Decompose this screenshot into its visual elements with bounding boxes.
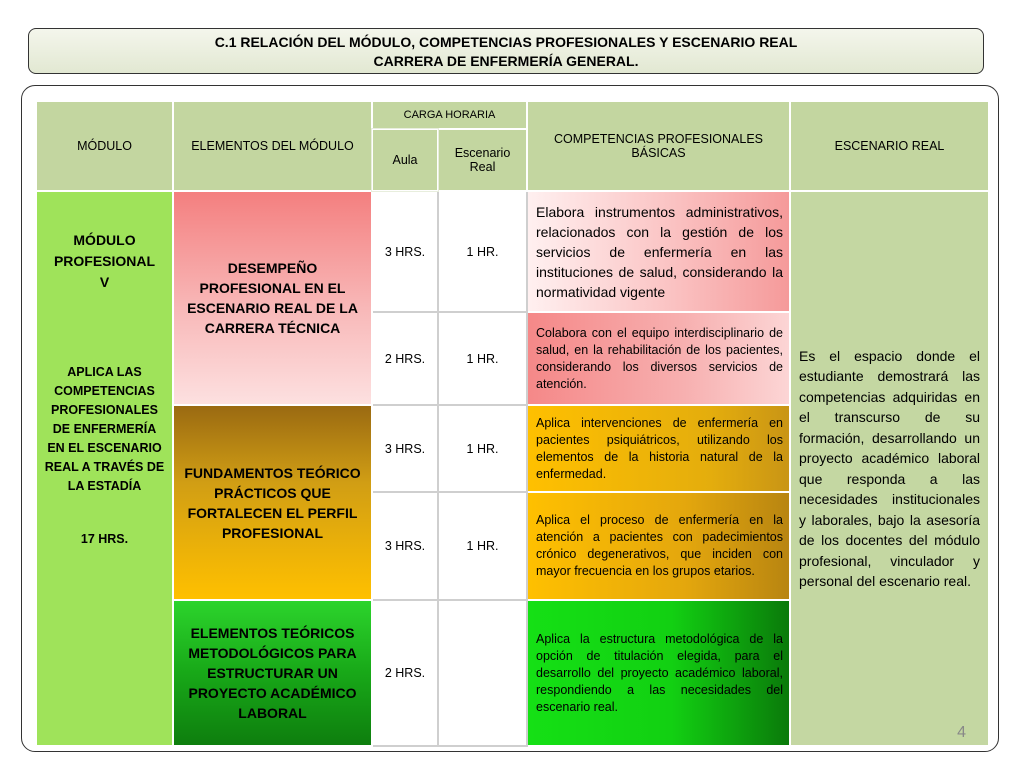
header-modulo: MÓDULO (36, 101, 173, 191)
elemento-metodologicos: ELEMENTOS TEÓRICOS METODOLÓGICOS PARA ESTRUCTURAR UN PROYECTO ACADÉMICO LABORAL (173, 600, 372, 746)
competencia-5: Aplica la estructura metodológica de la opción de titulación elegida, para el desarrollo del proyecto académico laboral, respondiendo a las necesidades del escenario real. (527, 600, 790, 746)
slide-title (28, 28, 984, 74)
header-carga-horaria: CARGA HORARIA (372, 101, 527, 129)
competencia-3: Aplica intervenciones de enfermería en pacientes psiquiátricos, utilizando los elementos de la historia natural de la enfermedad. (527, 405, 790, 492)
modulo-hours: 17 HRS. (80, 532, 129, 546)
header-aula: Aula (372, 129, 438, 191)
row5-real (438, 600, 527, 746)
header-competencias (527, 101, 790, 191)
row5-aula: 2 HRS. (372, 600, 438, 746)
slide-title-line1: C.1 RELACIÓN DEL MÓDULO, COMPETENCIAS PROFESIONALES Y ESCENARIO REAL (214, 34, 798, 50)
slide-title-line2: CARRERA DE ENFERMERÍA GENERAL. (373, 53, 639, 69)
modulo-description: APLICA LAS COMPETENCIAS PROFESIONALES DE ENFERMERÍA EN EL ESCENARIO REAL A TRAVÉS DE LA ESTADÍA (44, 365, 165, 493)
row3-aula: 3 HRS. (372, 405, 438, 492)
modulo-name (43, 230, 166, 293)
row4-aula: 3 HRS. (372, 492, 438, 600)
elemento-fundamentos: FUNDAMENTOS TEÓRICO PRÁCTICOS QUE FORTALECEN EL PERFIL PROFESIONAL (173, 405, 372, 600)
header-elementos: ELEMENTOS DEL MÓDULO (173, 101, 372, 191)
header-competencias-line2: BÁSICAS (631, 146, 686, 160)
header-escenario-subcol (438, 129, 527, 191)
row4-real: 1 HR. (438, 492, 527, 600)
modulo-name-line3: V (99, 274, 110, 290)
competencia-4: Aplica el proceso de enfermería en la atención a pacientes con padecimientos crónico degenerativos, que inciden con mayor frecuencia en los grupos etarios. (527, 492, 790, 600)
modulo-cell (36, 191, 173, 746)
page-number: 4 (957, 724, 966, 741)
row2-aula: 2 HRS. (372, 312, 438, 405)
header-competencias-line1: COMPETENCIAS PROFESIONALES (553, 132, 764, 146)
relation-table (35, 100, 990, 747)
modulo-name-line1: MÓDULO (73, 232, 136, 248)
row1-real: 1 HR. (438, 191, 527, 312)
row2-real: 1 HR. (438, 312, 527, 405)
relation-table-wrapper (35, 100, 988, 745)
modulo-name-line2: PROFESIONAL (53, 253, 156, 269)
header-escenario-real: ESCENARIO REAL (790, 101, 989, 191)
header-escenario-subcol-line2: Real (469, 160, 496, 174)
escenario-real-text: Es el espacio donde el estudiante demostrará las competencias adquiridas en el transcurso de su formación, desarrollando un proyecto académico laboral que responda a las necesidades institucionales y laborales, bajo la asesoría de los docentes del módulo profesional, vinculador y personal del escenario real. (790, 191, 989, 746)
header-escenario-subcol-line1: Escenario (454, 146, 511, 160)
row3-real: 1 HR. (438, 405, 527, 492)
competencia-2: Colabora con el equipo interdisciplinario de salud, en la rehabilitación de los pacientes, considerando los diversos servicios de atención. (527, 312, 790, 405)
elemento-desempeno: DESEMPEÑO PROFESIONAL EN EL ESCENARIO REAL DE LA CARRERA TÉCNICA (173, 191, 372, 405)
competencia-1: Elabora instrumentos administrativos, relacionados con la gestión de los servicios de enfermería en las instituciones de salud, considerando la normatividad vigente (527, 191, 790, 312)
row1-aula: 3 HRS. (372, 191, 438, 312)
